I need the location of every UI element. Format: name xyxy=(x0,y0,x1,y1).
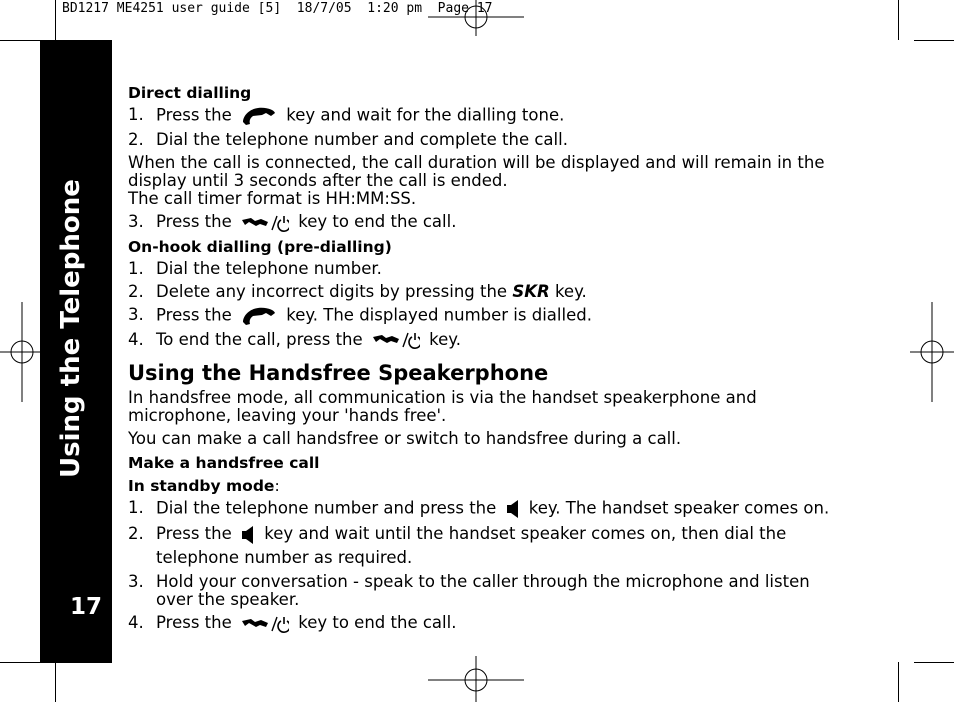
step-text: Dial the telephone number and press the key. The handset speaker comes on. xyxy=(156,498,830,518)
list-item xyxy=(128,611,848,635)
phone-talk-icon xyxy=(241,306,277,326)
step-text: Press the key and wait for the dialling tone. xyxy=(156,105,565,125)
step-number: 4. xyxy=(128,329,144,349)
step-text: Press the key. The displayed number is dialled. xyxy=(156,305,592,324)
crop-mark xyxy=(898,0,899,40)
list-item xyxy=(128,257,848,280)
step-text: Hold your conversation - speak to the caller through the microphone and listen over the speaker. xyxy=(156,572,810,609)
list-item xyxy=(128,570,848,611)
step-text: Delete any incorrect digits by pressing the SKR key. xyxy=(156,281,587,301)
list-item xyxy=(128,280,848,303)
list-item xyxy=(128,210,848,234)
step-text: Press the key to end the call. xyxy=(156,212,457,231)
crop-mark xyxy=(898,662,899,702)
print-slug: BD1217 ME4251 user guide [5] 18/7/05 1:20 pm Page 17 xyxy=(62,1,493,16)
heading-on-hook-dialling: On-hook dialling (pre-dialling) xyxy=(128,237,392,256)
paragraph-handsfree-intro: In handsfree mode, all communication is via the handset speakerphone and microphone, leaving your 'hands free'. xyxy=(128,388,757,425)
registration-mark-top xyxy=(428,0,524,36)
sidebar-title-text: Using the Telephone xyxy=(56,179,86,478)
step-text: Dial the telephone number and complete the call. xyxy=(156,130,568,149)
phone-talk-icon xyxy=(241,106,277,126)
crop-mark xyxy=(0,662,40,663)
heading-handsfree: Using the Handsfree Speakerphone xyxy=(128,361,549,385)
step-number: 4. xyxy=(128,613,144,632)
crop-mark xyxy=(55,662,56,702)
step-number: 3. xyxy=(128,572,144,591)
list-item xyxy=(128,521,848,570)
step-number: 3. xyxy=(128,212,144,231)
crop-mark xyxy=(55,0,56,40)
crop-mark xyxy=(914,662,954,663)
step-number: 1. xyxy=(128,105,144,124)
step-text: Dial the telephone number. xyxy=(156,258,382,278)
main-content xyxy=(128,80,848,635)
list-item xyxy=(128,103,848,128)
step-text: Press the key and wait until the handset speaker comes on, then dial the telephone number as required. xyxy=(156,524,787,567)
heading-make-handsfree-call: Make a handsfree call xyxy=(128,454,320,472)
step-number: 2. xyxy=(128,130,144,149)
list-item xyxy=(128,128,848,151)
speaker-icon xyxy=(241,525,255,545)
phone-end-power-icon xyxy=(241,615,289,633)
step-text: To end the call, press the key. xyxy=(156,329,461,349)
paragraph-call-duration: When the call is connected, the call duration will be displayed and will remain in the display until 3 seconds after the call is ended. The call timer format is HH:MM:SS. xyxy=(128,153,825,208)
crop-mark xyxy=(914,40,954,41)
step-number: 2. xyxy=(128,524,144,543)
list-item xyxy=(128,328,848,352)
step-number: 1. xyxy=(128,498,144,517)
registration-mark-left xyxy=(0,302,44,402)
step-number: 1. xyxy=(128,258,144,278)
heading-direct-dialling: Direct dialling xyxy=(128,84,252,102)
step-number: 2. xyxy=(128,281,144,301)
paragraph-handsfree-switch: You can make a call handsfree or switch to handsfree during a call. xyxy=(128,429,682,448)
speaker-icon xyxy=(506,499,520,519)
step-text: Press the key to end the call. xyxy=(156,613,457,632)
crop-mark xyxy=(0,40,40,41)
step-number: 3. xyxy=(128,304,144,324)
page-number: 17 xyxy=(70,594,103,620)
registration-mark-bottom xyxy=(428,656,524,702)
phone-end-power-icon xyxy=(372,331,420,349)
list-item xyxy=(128,303,848,328)
registration-mark-right xyxy=(910,302,954,402)
list-item xyxy=(128,496,848,521)
skr-key-label: SKR xyxy=(512,281,550,301)
phone-end-power-icon xyxy=(241,214,289,232)
heading-standby-mode: In standby mode: xyxy=(128,477,280,495)
